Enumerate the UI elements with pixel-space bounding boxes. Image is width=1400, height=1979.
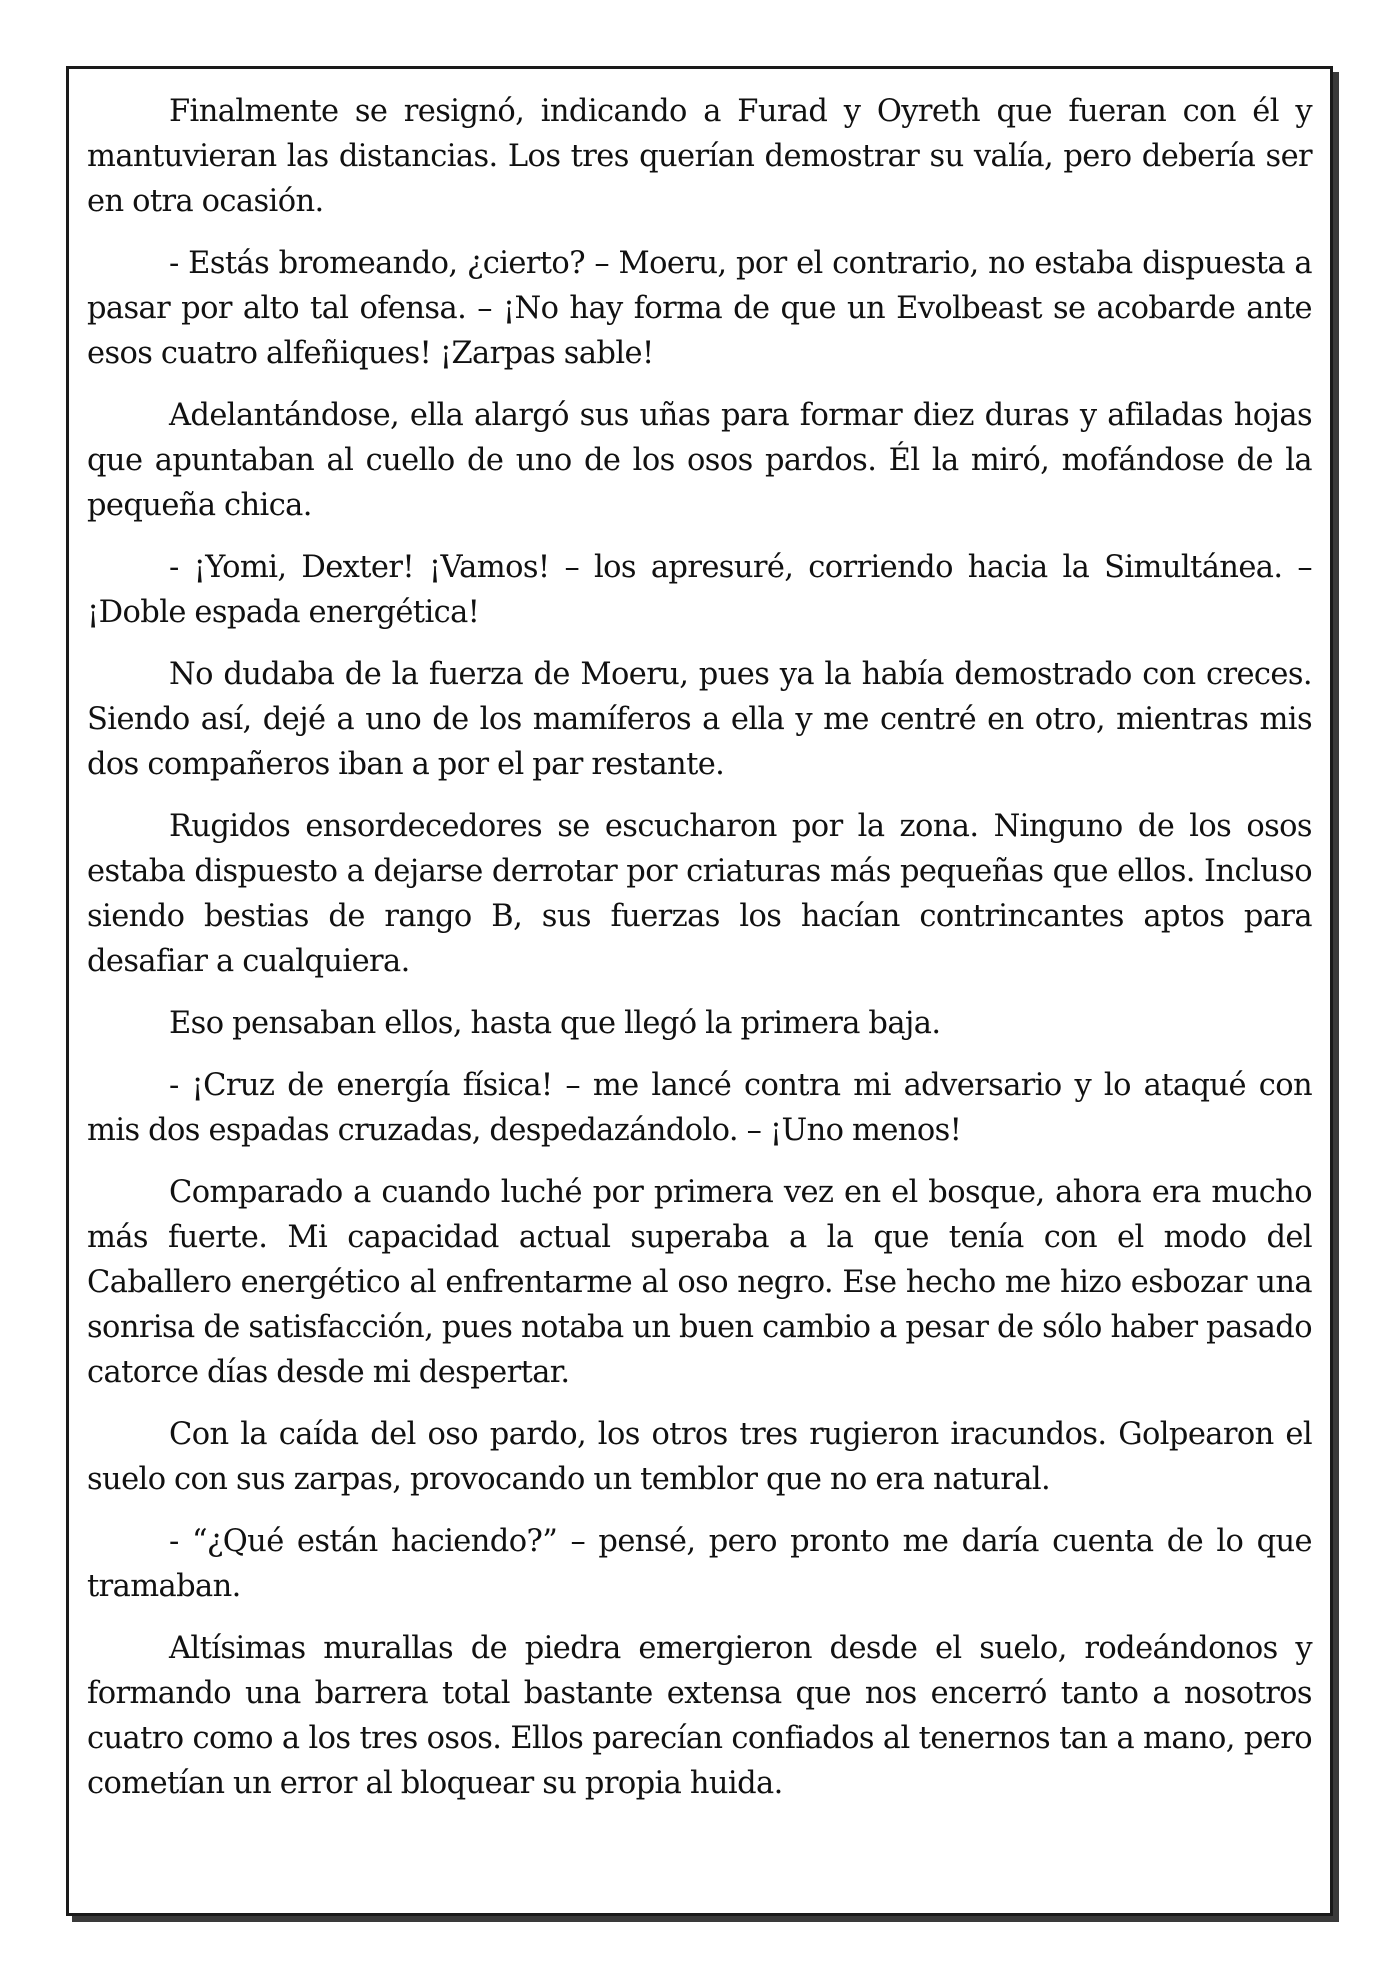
paragraph-8: - ¡Cruz de energía física! – me lancé contra mi adversario y lo ataqué con mis dos espadas cruzadas, despedazándolo. – ¡Uno menos! <box>87 1068 1312 1148</box>
paragraph-2: - Estás bromeando, ¿cierto? – Moeru, por el contrario, no estaba dispuesta a pasar por alto tal ofensa. – ¡No hay forma de que un Evolbeast se acobarde ante esos cuatro alfeñiques! ¡Zarpas sable! <box>87 246 1312 371</box>
paragraph-6: Rugidos ensordecedores se escucharon por la zona. Ninguno de los osos estaba dispuesto a dejarse derrotar por criaturas más pequeñas que ellos. Incluso siendo bestias de rango B, sus fuerzas los hacían contrincantes aptos para desafiar a cualquiera. <box>87 809 1312 979</box>
paragraph-7: Eso pensaban ellos, hasta que llegó la primera baja. <box>169 1006 941 1041</box>
paragraph-1: Finalmente se resignó, indicando a Furad y Oyreth que fueran con él y mantuvieran las distancias. Los tres querían demostrar su valía, pero debería ser en otra ocasión. <box>87 94 1312 219</box>
paragraph-9: Comparado a cuando luché por primera vez en el bosque, ahora era mucho más fuerte. Mi capacidad actual superaba a la que tenía con el modo del Caballero energético al enfrentarme al oso negro. Ese hecho me hizo esbozar una sonrisa de satisfacción, pues notaba un buen cambio a pesar de sólo haber pasado catorce días desde mi despertar. <box>87 1175 1312 1390</box>
paragraph-12: Altísimas murallas de piedra emergieron desde el suelo, rodeándonos y formando una barrera total bastante extensa que nos encerró tanto a nosotros cuatro como a los tres osos. Ellos parecían confiados al tenernos tan a mano, pero cometían un error al bloquear su propia huida. <box>87 1631 1312 1801</box>
page-frame <box>66 66 1333 1916</box>
paragraph-10: Con la caída del oso pardo, los otros tres rugieron iracundos. Golpearon el suelo con sus zarpas, provocando un temblor que no era natural. <box>87 1417 1312 1497</box>
paragraph-5: No dudaba de la fuerza de Moeru, pues ya la había demostrado con creces. Siendo así, dejé a uno de los mamíferos a ella y me centré en otro, mientras mis dos compañeros iban a por el par restante. <box>87 657 1312 782</box>
paragraph-3: Adelantándose, ella alargó sus uñas para formar diez duras y afiladas hojas que apuntaban al cuello de uno de los osos pardos. Él la miró, mofándose de la pequeña chica. <box>87 398 1312 523</box>
paragraph-11: - “¿Qué están haciendo?” – pensé, pero pronto me daría cuenta de lo que tramaban. <box>87 1524 1312 1604</box>
paragraph-4: - ¡Yomi, Dexter! ¡Vamos! – los apresuré, corriendo hacia la Simultánea. – ¡Doble espada energética! <box>87 550 1312 630</box>
